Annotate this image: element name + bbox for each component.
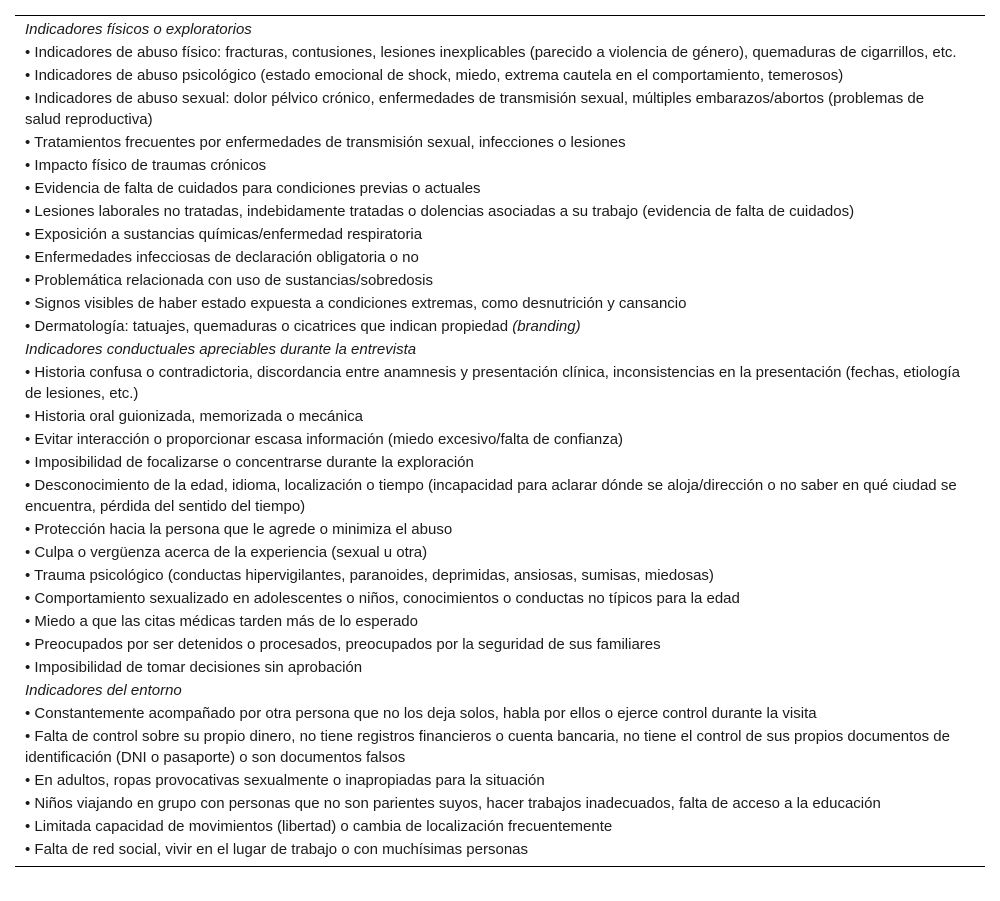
list-item: • Indicadores de abuso físico: fracturas, contusiones, lesiones inexplicables (parecido a violencia de género), quemaduras de cigarrillos, etc.	[25, 44, 957, 61]
list-item: • Indicadores de abuso sexual: dolor pélvico crónico, enfermedades de transmisión sexual, múltiples embarazos/abortos (problemas de salud reproductiva)	[25, 90, 925, 128]
list-item: • Falta de control sobre su propio dinero, no tiene registros financieros o cuenta bancaria, no tiene el control de sus propios documentos de identificación (DNI o pasaporte) o son documentos falsos	[25, 728, 950, 766]
indicators-table	[15, 15, 985, 867]
list-item: • Constantemente acompañado por otra persona que no los deja solos, habla por ellos o ejerce control durante la visita	[25, 705, 817, 722]
list-item: • Trauma psicológico (conductas hipervigilantes, paranoides, deprimidas, ansiosas, sumisas, miedosas)	[25, 567, 714, 584]
list-item: • Miedo a que las citas médicas tarden más de lo esperado	[25, 613, 418, 630]
list-item: • Tratamientos frecuentes por enfermedades de transmisión sexual, infecciones o lesiones	[25, 134, 626, 151]
list-item: • Signos visibles de haber estado expuesta a condiciones extremas, como desnutrición y cansancio	[25, 295, 687, 312]
section-heading-physical: Indicadores físicos o exploratorios	[25, 21, 252, 38]
list-item-dermatology	[15, 315, 985, 338]
list-item: • Impacto físico de traumas crónicos	[25, 157, 267, 174]
list-item: • Historia confusa o contradictoria, discordancia entre anamnesis y presentación clínica, inconsistencias en la presentación (fechas, etiología de lesiones, etc.)	[25, 364, 960, 402]
list-item: • Evitar interacción o proporcionar escasa información (miedo excesivo/falta de confianza)	[25, 431, 624, 448]
list-item: • En adultos, ropas provocativas sexualmente o inapropiadas para la situación	[25, 772, 545, 789]
list-item: • Niños viajando en grupo con personas que no son parientes suyos, hacer trabajos inadecuados, falta de acceso a la educación	[25, 795, 881, 812]
list-item: • Indicadores de abuso psicológico (estado emocional de shock, miedo, extrema cautela en el comportamiento, temerosos)	[25, 67, 844, 84]
list-item: • Desconocimiento de la edad, idioma, localización o tiempo (incapacidad para aclarar dónde se aloja/dirección o no saber en qué ciudad se encuentra, pérdida del sentido del tiempo)	[25, 477, 957, 515]
list-item: • Enfermedades infecciosas de declaración obligatoria o no	[25, 249, 419, 266]
list-item: • Culpa o vergüenza acerca de la experiencia (sexual u otra)	[25, 544, 428, 561]
list-item: • Imposibilidad de tomar decisiones sin aprobación	[25, 659, 363, 676]
list-item: • Preocupados por ser detenidos o procesados, preocupados por la seguridad de sus familiares	[25, 636, 661, 653]
list-item: • Historia oral guionizada, memorizada o mecánica	[25, 408, 363, 425]
list-item: • Evidencia de falta de cuidados para condiciones previas o actuales	[25, 180, 481, 197]
list-item: • Lesiones laborales no tratadas, indebidamente tratadas o dolencias asociadas a su trabajo (evidencia de falta de cuidados)	[25, 203, 855, 220]
list-item: • Problemática relacionada con uso de sustancias/sobredosis	[25, 272, 433, 289]
section-heading-behavioral: Indicadores conductuales apreciables durante la entrevista	[25, 341, 417, 358]
list-item: • Protección hacia la persona que le agrede o minimiza el abuso	[25, 521, 453, 538]
list-item-text: • Dermatología: tatuajes, quemaduras o cicatrices que indican propiedad	[25, 318, 513, 335]
list-item: • Limitada capacidad de movimientos (libertad) o cambia de localización frecuentemente	[25, 818, 613, 835]
branding-term: (branding)	[512, 318, 581, 335]
list-item: • Falta de red social, vivir en el lugar de trabajo o con muchísimas personas	[25, 841, 528, 858]
list-item: • Exposición a sustancias químicas/enfermedad respiratoria	[25, 226, 423, 243]
list-item: • Comportamiento sexualizado en adolescentes o niños, conocimientos o conductas no típicos para la edad	[25, 590, 740, 607]
list-item: • Imposibilidad de focalizarse o concentrarse durante la exploración	[25, 454, 474, 471]
section-heading-environment: Indicadores del entorno	[25, 682, 182, 699]
